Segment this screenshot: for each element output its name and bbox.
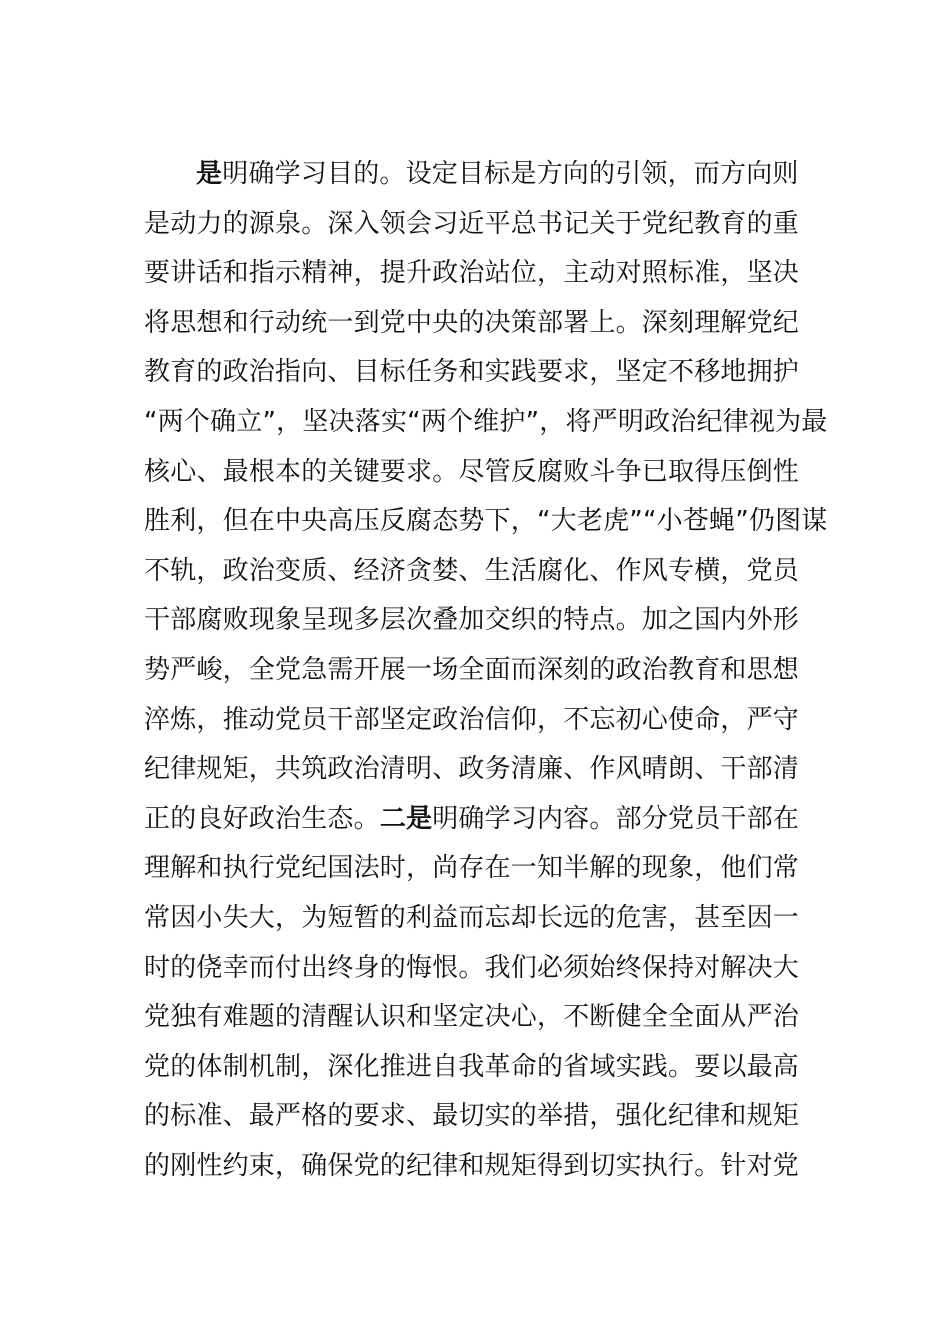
text-line: 要讲话和指示精神，提升政治站位，主动对照标准，坚决 bbox=[144, 258, 800, 289]
text-line: 的刚性约束，确保党的纪律和规矩得到切实执行。针对党 bbox=[144, 1150, 800, 1181]
lead-marker-second: 二是 bbox=[379, 803, 433, 834]
text-line: 纪律规矩，共筑政治清明、政务清廉、作风晴朗、干部清 bbox=[144, 754, 800, 785]
body-paragraph bbox=[144, 150, 828, 1191]
text-line: 理解和执行党纪国法时，尚存在一知半解的现象，他们常 bbox=[144, 853, 800, 884]
text-line: 的标准、最严格的要求、最切实的举措，强化纪律和规矩 bbox=[144, 1101, 800, 1132]
text-line: 教育的政治指向、目标任务和实践要求，坚定不移地拥护 bbox=[144, 357, 800, 388]
text-line: 淬炼，推动党员干部坚定政治信仰，不忘初心使命，严守 bbox=[144, 704, 800, 735]
lead-marker-first: 是 bbox=[196, 159, 223, 189]
text-line: 势严峻，全党急需开展一场全面而深刻的政治教育和思想 bbox=[144, 654, 800, 685]
text-line: 核心、最根本的关键要求。尽管反腐败斗争已取得压倒性 bbox=[144, 456, 800, 487]
text-line: “两个确立”，坚决落实“两个维护”，将严明政治纪律视为最 bbox=[144, 406, 828, 437]
text-line: 党独有难题的清醒认识和坚定决心，不断健全全面从严治 bbox=[144, 1002, 800, 1033]
text-line-content: 正的良好政治生态。 bbox=[144, 803, 380, 834]
text-line: 不轨，政治变质、经济贪婪、生活腐化、作风专横，党员 bbox=[144, 555, 800, 586]
text-line: 常因小失大，为短暂的利益而忘却长远的危害，甚至因一 bbox=[144, 902, 800, 933]
text-line-tail: 明确学习内容。部分党员干部在 bbox=[432, 803, 800, 834]
text-line: 胜利，但在中央高压反腐态势下，“大老虎”“小苍蝇”仍图谋 bbox=[144, 506, 828, 537]
text-line bbox=[144, 795, 814, 845]
text-line: 是动力的源泉。深入领会习近平总书记关于党纪教育的重 bbox=[144, 208, 800, 239]
text-line: 时的侥幸而付出终身的悔恨。我们必须始终保持对解决大 bbox=[144, 952, 800, 983]
text-line: 干部腐败现象呈现多层次叠加交织的特点。加之国内外形 bbox=[144, 605, 800, 636]
text-line bbox=[144, 150, 814, 200]
text-line: 党的体制机制，深化推进自我革命的省域实践。要以最高 bbox=[144, 1051, 800, 1082]
text-line: 将思想和行动统一到党中央的决策部署上。深刻理解党纪 bbox=[144, 307, 800, 338]
text-line-content: 明确学习目的。设定目标是方向的引领，而方向则 bbox=[222, 159, 799, 189]
